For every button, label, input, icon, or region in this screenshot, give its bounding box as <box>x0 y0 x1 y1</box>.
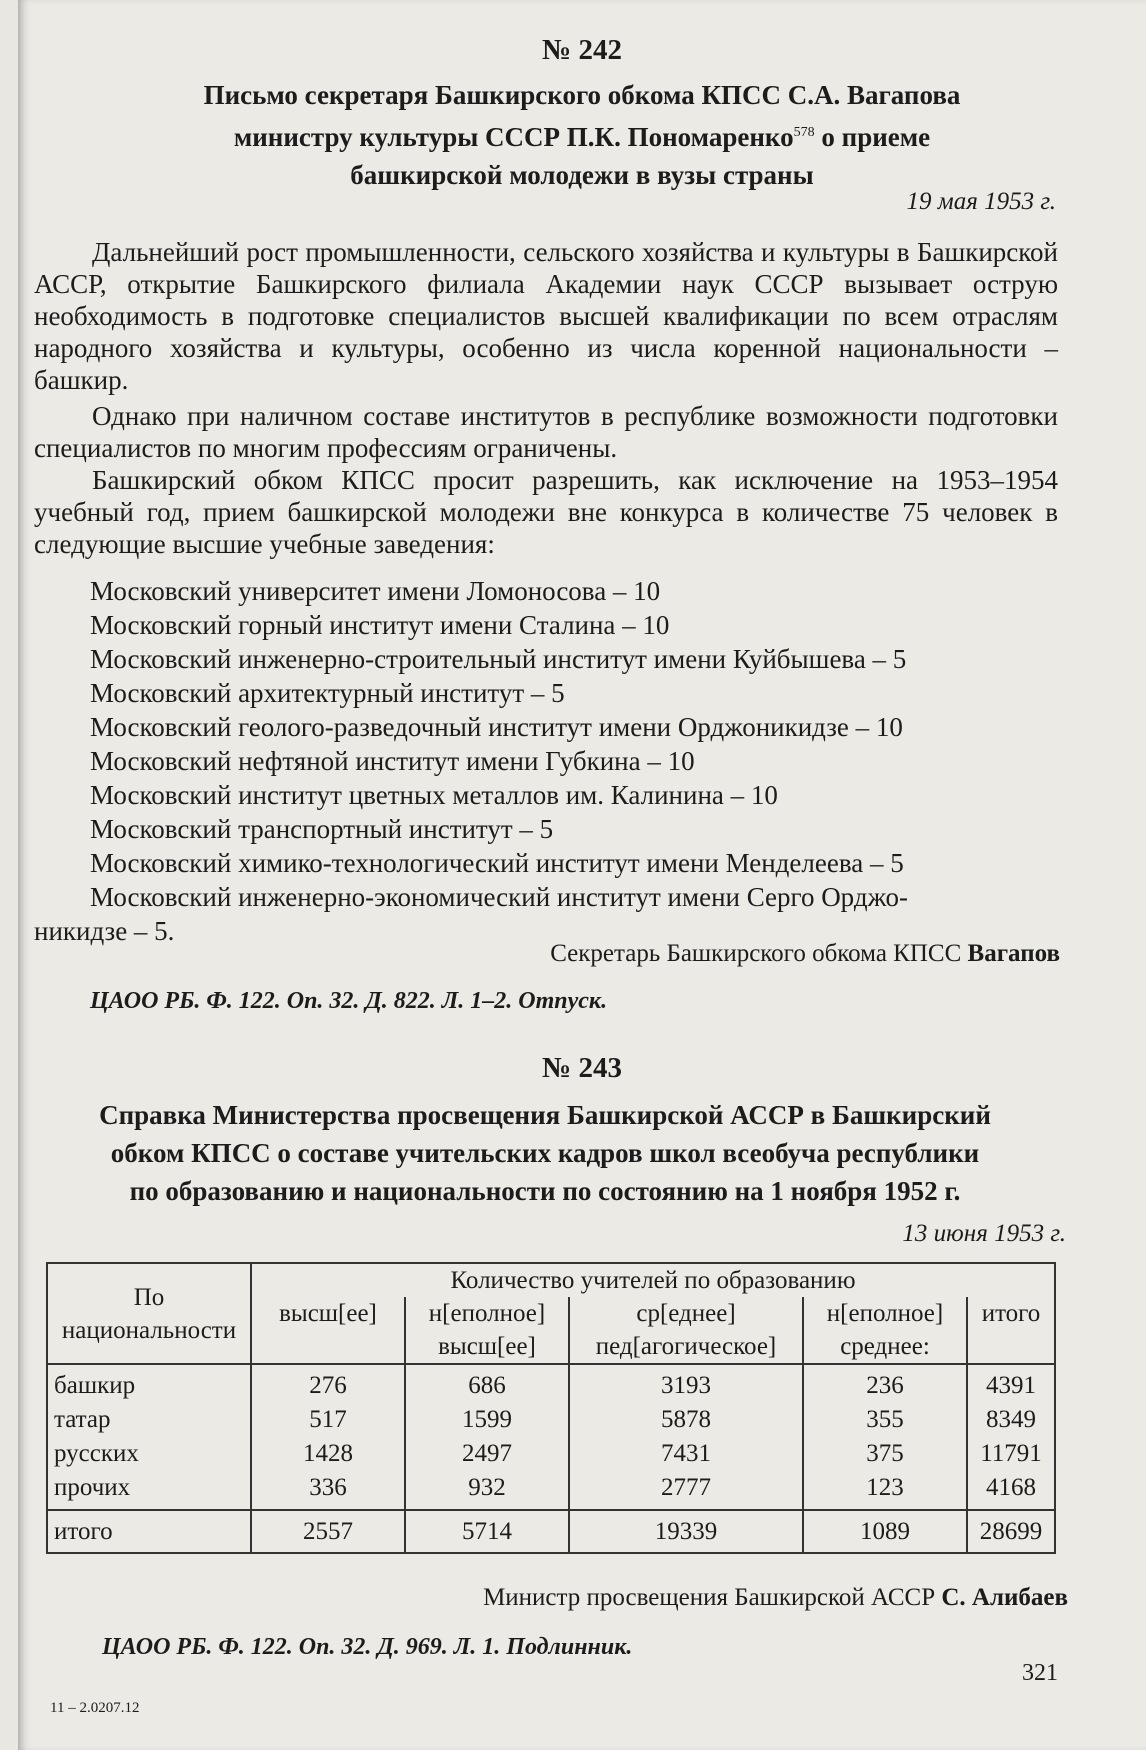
doc243-title-line2: обком КПСС о составе учительских кадров школ всеобуча республики <box>110 1138 980 1168</box>
table-cell: 7431 <box>661 1440 711 1467</box>
table-cell: 686 <box>468 1372 506 1399</box>
table-cell: 355 <box>866 1406 904 1433</box>
table-cell: 28699 <box>967 1510 1055 1553</box>
list-item: никидзе – 5. <box>34 916 175 946</box>
table-cell: 4391 <box>986 1372 1036 1399</box>
table-cell: 375 <box>866 1440 904 1467</box>
col-header: высш[ее] <box>251 1297 405 1364</box>
doc242-number: № 242 <box>542 34 622 66</box>
table-cell: 5878 <box>661 1406 711 1433</box>
col-header: н[еполное] среднее: <box>803 1297 967 1364</box>
doc242-title <box>78 76 1086 194</box>
table-cell: 2777 <box>661 1474 711 1501</box>
doc242-title-line3: башкирской молодежи в вузы страны <box>350 160 814 190</box>
list-item: Московский инженерно-экономический институт имени Серго Орджо- <box>90 882 909 912</box>
row-label: татар <box>54 1406 111 1433</box>
doc243-title <box>30 1096 1060 1210</box>
doc242-title-line2: министру культуры СССР П.К. Пономаренко$^{578}$ о приеме <box>233 122 931 152</box>
doc242-signature <box>318 940 1060 968</box>
table-cell: 276 <box>309 1372 347 1399</box>
book-page <box>18 0 1146 1750</box>
doc242-date: 19 мая 1953 г. <box>906 188 1056 215</box>
footnote-mark: 578 <box>793 125 815 140</box>
row-label: прочих <box>54 1474 131 1501</box>
list-item: Московский институт цветных металлов им. Калинина – 10 <box>90 780 778 810</box>
table-cell: 11791 <box>980 1440 1042 1467</box>
table-cell: 1599 <box>462 1406 512 1433</box>
list-item: Московский горный институт имени Сталина – 10 <box>90 610 670 640</box>
col-nationality-header: По национальности <box>47 1263 251 1364</box>
table-cell: 236 <box>866 1372 904 1399</box>
table-cell: 336 <box>309 1474 347 1501</box>
institute-list <box>34 574 1060 948</box>
paragraph: Башкирский обком КПСС просит разрешить, как исключение на 1953–1954 учебный год, прием башкирской молодежи вне конкурса в количестве 75 человек в следующие высшие учебные заведения: <box>34 465 1058 559</box>
table-header-row <box>47 1263 1055 1297</box>
table-cell: 1428 <box>303 1440 353 1467</box>
col-header: итого <box>967 1297 1055 1364</box>
doc242-body <box>34 236 1058 560</box>
table-cell: 517 <box>309 1406 347 1433</box>
signature-name: С. Алибаев <box>941 1584 1068 1611</box>
row-label: русских <box>54 1440 139 1467</box>
table-cell: 19339 <box>569 1510 803 1553</box>
doc243-title-line1: Справка Министерства просвещения Башкирской АССР в Башкирский <box>99 1100 991 1130</box>
group-header: Количество учителей по образованию <box>251 1263 1055 1297</box>
print-code: 11 – 2.0207.12 <box>50 1700 140 1716</box>
doc243-source: ЦАОО РБ. Ф. 122. Оп. 32. Д. 969. Л. 1. Подлинник. <box>102 1634 633 1660</box>
doc243-signature <box>218 1584 1068 1612</box>
signature-role: Министр просвещения Башкирской АССР <box>483 1584 936 1611</box>
table-cell: 2497 <box>462 1440 512 1467</box>
table-cell: 8349 <box>986 1406 1036 1433</box>
paragraph: Однако при наличном составе институтов в республике возможности подготовки специалистов по многим профессиям ограничены. <box>34 401 1058 463</box>
col-header: н[еполное] высш[ее] <box>405 1297 569 1364</box>
row-label: башкир <box>54 1372 136 1399</box>
paragraph: Дальнейший рост промышленности, сельского хозяйства и культуры в Башкирской АССР, открытие Башкирского филиала Академии наук СССР вызывает острую необходимость в подготовке специалистов высшей квалификации по всем отраслям народного хозяйства и культуры, особенно из числа коренной национальности – башкир. <box>34 237 1058 395</box>
list-item: Московский транспортный институт – 5 <box>90 814 554 844</box>
table-cell: 1089 <box>803 1510 967 1553</box>
signature-role: Секретарь Башкирского обкома КПСС <box>550 940 962 967</box>
table-cell: 4168 <box>986 1474 1036 1501</box>
doc242-source: ЦАОО РБ. Ф. 122. Оп. 32. Д. 822. Л. 1–2. Отпуск. <box>90 988 608 1014</box>
doc243-number: № 243 <box>542 1052 622 1084</box>
doc243-date: 13 июня 1953 г. <box>902 1220 1066 1247</box>
col-header: ср[еднее] пед[агогическое] <box>569 1297 803 1364</box>
signature-name: Вагапов <box>967 940 1060 967</box>
list-item: Московский инженерно-строительный институт имени Куйбышева – 5 <box>90 644 907 674</box>
table-cell: 932 <box>468 1474 506 1501</box>
doc243-title-line3: по образованию и национальности по состоянию на 1 ноября 1952 г. <box>129 1176 961 1206</box>
list-item: Московский нефтяной институт имени Губкина – 10 <box>90 746 695 776</box>
table-cell: 3193 <box>661 1372 711 1399</box>
table-total-row <box>47 1510 1055 1553</box>
table-cell: 123 <box>866 1474 904 1501</box>
page-number: 321 <box>1022 1660 1058 1686</box>
table-cell: 2557 <box>251 1510 405 1553</box>
list-item: Московский архитектурный институт – 5 <box>90 678 565 708</box>
list-item: Московский геолого-разведочный институт имени Орджоникидзе – 10 <box>90 712 903 742</box>
table-cell: 5714 <box>405 1510 569 1553</box>
list-item: Московский химико-технологический институт имени Менделеева – 5 <box>90 848 904 878</box>
teachers-table <box>46 1262 1056 1554</box>
table-body-row <box>47 1364 1055 1510</box>
row-label: итого <box>47 1510 251 1553</box>
list-item: Московский университет имени Ломоносова – 10 <box>90 576 661 606</box>
doc242-title-line1: Письмо секретаря Башкирского обкома КПСС С.А. Вагапова <box>203 80 961 110</box>
